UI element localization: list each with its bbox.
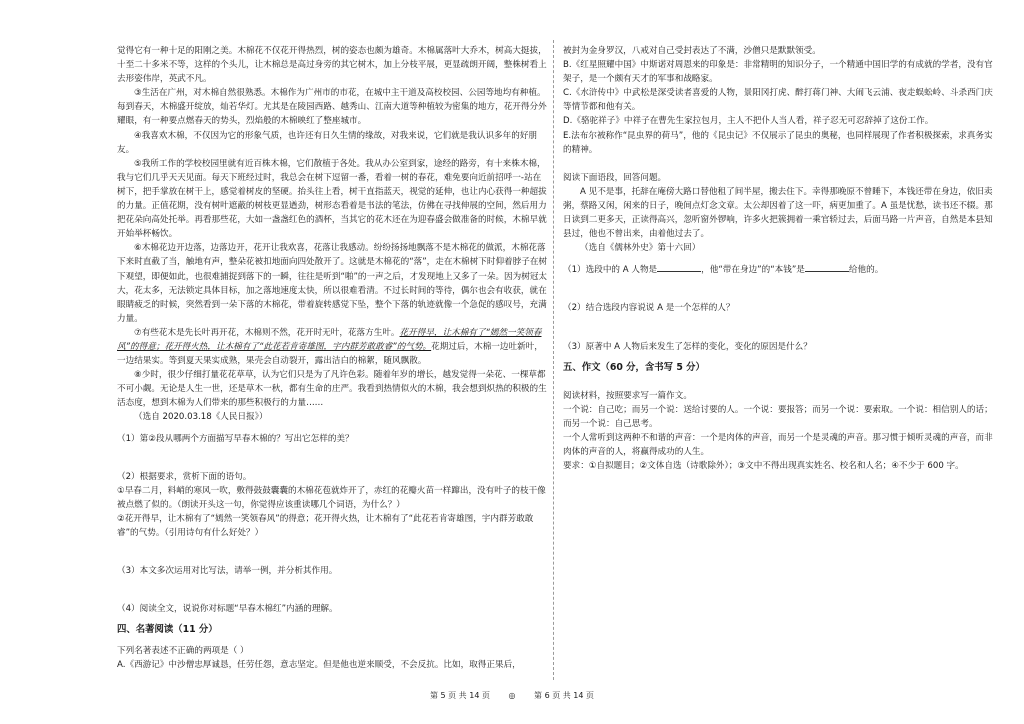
- mingzhu-question: 下列名著表述不正确的两项是（ ）: [117, 646, 249, 657]
- right-column: [563, 44, 995, 473]
- option-a-cont: 被封为金身罗汉，八戒对自己受封表达了不满，沙僧只是默默领受。: [563, 46, 821, 56]
- page-number-left: 第 5 页 共 14 页: [429, 691, 490, 700]
- footer-mark: ◎: [508, 691, 516, 700]
- paragraph-7-underlined: 花开得早，让木棉有了“嫣然一笑领春风”的得意；花开得火热，让木棉有了“此花若肯寄雄图，宇内群芳敢敢睿”的气势。: [117, 327, 542, 352]
- paragraph-5: ⑤我所工作的学校校园里就有近百株木棉，它们散植于各处。我从办公室到家，途经的路旁，有十来株木棉，我与它们几乎天天见面。每天下班经过时，我总会在树下逗留一番，看着一树的春花，难免要向近前招呼一-站在树下，把手掌放在树干上，感觉着树皮的坚硬。抬头往上看，树干直指蓝天，视觉的延伸，也让内心获得一种超拔的力量。正值花期，没有树叶遮蔽的树枝更显遒劲，树形态看着是书法的笔法，仿佛在寻找伸展的空间，然后用力把花朵向高处托举。再看那些花，大如一盏盏红色的酒杯，当其它的花木还在为迎春盛会做准备的时候，木棉早就开始举杯畅饮。: [117, 158, 547, 240]
- writing-intro: 阅读材料，按照要求写一篇作文。: [563, 390, 692, 401]
- question-3: （3）本文多次运用对比写法，请举一例，并分析其作用。: [117, 566, 338, 577]
- paragraph-7-text-a: ⑦有些花木是先长叶再开花，木棉则不然，花开时无叶，花落方生叶。: [134, 327, 400, 338]
- answer-blank-2[interactable]: [805, 262, 849, 272]
- paragraph-4: ④我喜欢木棉，不仅因为它的形象气质，也许还有日久生情的缘故，对我来说，它们就是我认识多年的好朋友。: [117, 130, 538, 155]
- paragraph-2-cont: 觉得它有一种十足的阳刚之美。木棉花不仅花开得热烈，树的姿态也颇为雄奇。木棉属落叶大乔木，树高大挺拔，十至二十多米不等，这样的个头儿，让木棉总是高过身旁的其它树木，加上分枝平展，更显疏朗开阔，整株树看上去形姿伟岸，英武不凡。: [117, 46, 547, 85]
- page-footer: [0, 690, 1024, 701]
- writing-material-1: 一个说：自己吃；而另一个说：送给讨要的人。一个说：要报答；而另一个说：要索取。一个说：相信别人的话；而另一个说：自己思考。: [563, 404, 993, 429]
- option-a: A.《西游记》中沙僧忠厚诚恳，任劳任怨，意志坚定。但是他也逆来顺受，不会反抗。比如，取得正果后，: [117, 660, 521, 671]
- paragraph-7-text-b: 花期过后，木棉一边吐新叶，一边结果实。等到夏天果实成熟，果壳会自动裂开，露出洁白的棉絮，随风飘散。: [117, 341, 543, 367]
- paragraph-7: [117, 326, 547, 368]
- left-column: [117, 44, 547, 673]
- writing-requirements: 要求：①自拟题目；②文体自选（诗歌除外）；③文中不得出现真实姓名、校名和人名；④不少于 600 字。: [563, 461, 964, 472]
- question-2a: ①早春二月，料峭的寒风一吹，敷得鼓鼓囊囊的木棉花苞就炸开了，赤红的花瓣火苗一样蹿出，没有叶子的枝干像被点燃了似的。（朗读开头这一句，你觉得应该重读哪几个词语，为什么？）: [117, 485, 546, 510]
- paragraph-8: ⑧少时，很少仔细打量花花草草，认为它们只是为了凡许色彩。随着年岁的增长，越发觉得一朵花、一棵草都不可小觑。无论是人生一世，还是草木一秋，都有生命的庄严。我看到热情似火的木棉，我会想到炽热的积极的生活态度，想到木棉为人们带来的那些积极行的力量……: [117, 370, 547, 409]
- reading-question-2: （2）结合选段内容说说 A 是一个怎样的人？: [563, 303, 735, 314]
- reading-question-3: （3）原著中 A 人物后来发生了怎样的变化，变化的原因是什么？: [563, 341, 812, 352]
- section-5-title: 五、作文（60 分，含书写 5 分）: [563, 361, 705, 373]
- question-2: （2）根据要求，赏析下面的语句。: [117, 471, 252, 482]
- page-number-right: 第 6 页 共 14 页: [534, 691, 595, 700]
- paragraph-6: ⑥木棉花边开边落，边落边开，花开让我欢喜，花落让我感动。纷纷扬扬地飘落不是木棉花的做派，木棉花落下来时直截了当，触地有声，整朵花被扣地面向四处散开了。这就是木棉花的“落”，走在木棉树下时仰着脖子在树下观望，即便如此，也很难捕捉到落下的一瞬，往往是听到“啪”的一声之后，才发现地上又多了一朵。因为树冠太大，花太多，无法锁定具体目标，加之落地速度太快，所以很难看清。不过长时间的等待，偶尔也会有收获，就在眼睛疲乏的时候，突然看到一朵下落的木棉花，带着旋转感觉下坠，整个下落的轨迹就像一个急促的感叹号，充满力量。: [117, 243, 548, 324]
- question-2b: ②花开得早，让木棉有了“嫣然一笑领春风”的得意；花开得火热，让木棉有了“此花若肯寄雄图，宇内群芳敢敢睿”的气势。（引用诗句有什么好处？）: [117, 513, 534, 538]
- writing-material-2: 一个人常听到这两种不和谐的声音：一个是肉体的声音，而另一个是灵魂的声音。那习惯于倾听灵魂的声音，而非肉体的声音的人，将赢得成功的人生。: [563, 432, 993, 458]
- reading-intro: 阅读下面语段，回答问题。: [563, 172, 667, 183]
- option-d: D.《骆驼祥子》中祥子在曹先生家拉包月，主人不把仆人当人看，祥子忍无可忍辞掉了这份工作。: [563, 116, 934, 127]
- option-c: C.《水浒传中》中武松是深受读者喜爱的人物，景阳冈打虎、醉打蒋门神、大闹飞云浦、夜走蜈蚣岭、斗杀西门庆等情节都和他有关。: [563, 88, 993, 113]
- column-divider: [553, 40, 554, 680]
- paragraph-3: ③生活在广州，对木棉自然很熟悉。木棉作为广州市的市花，在城中主干道及高校校园、公园等地均有种植。每到春天，木棉盛开绽放，灿若华灯。尤其是在陵园西路、越秀山、江南大道等种植较为密集的地方，花开得分外耀眼，有一种要点燃春天的势头，烈焰般的木棉映红了整座城市。: [117, 88, 547, 127]
- question-4: （4）阅读全文，说说你对标题“早春木棉红”内涵的理解。: [117, 604, 338, 615]
- section-4-title: 四、名著阅读（11 分）: [117, 624, 218, 636]
- option-b: B.《红星照耀中国》中斯诺对周恩来的印象是：非常精明的知识分子，一个精通中国旧学的有成就的学者，没有官架子，是一个颇有天才的军事和战略家。: [563, 60, 993, 85]
- passage-source: （选自《儒林外史》第十六回）: [580, 243, 701, 254]
- answer-blank-1[interactable]: [657, 262, 701, 272]
- reading-passage: A 见不是事，托辞在庵傍大路口替他租了间半屋，搬去住下。幸得那晚原不曾睡下，本钱还带在身边，依旧卖粥，蔡路又闲，闲来的日子，晚间点灯念文章。太公却因着了这一吓，病更加重了。A 虽是忧愁，读书还不辍。那日读到二更多天，正读得高兴，忽听窗外锣响，许多火把簇拥着一乘官轿过去，后面马路一片声音，自然是本县知县过，他也不曾出来，由着他过去了。: [563, 186, 993, 240]
- option-e: E.法布尔被称作“昆虫界的荷马”，他的《昆虫记》不仅展示了昆虫的奥秘，也同样展现了作者积极探索，求真务实的精神。: [563, 130, 993, 155]
- article-source: （选自 2020.03.18《人民日报》）: [134, 412, 268, 423]
- question-1: （1）第②段从哪两个方面描写早春木棉的？写出它怎样的美？: [117, 433, 354, 444]
- reading-question-1: （1）选段中的 A 人物是 ，他“带在身边”的“本钱”是 给他的。: [563, 262, 995, 277]
